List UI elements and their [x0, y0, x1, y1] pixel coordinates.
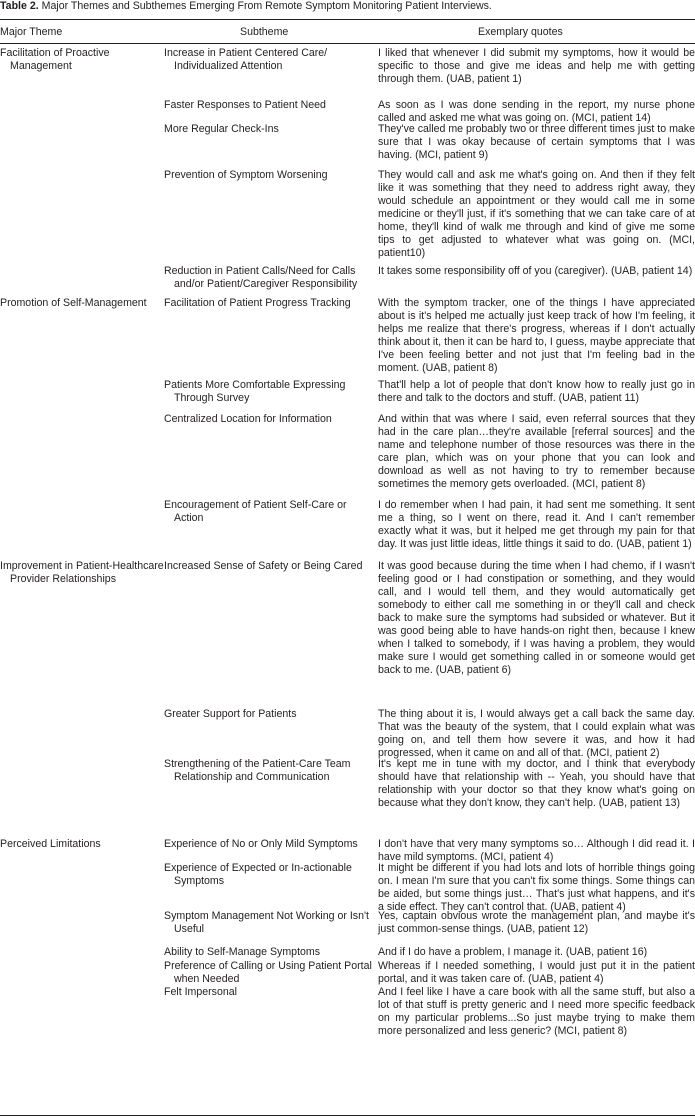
major-theme-cell [0, 499, 164, 551]
major-theme-text: Promotion of Self-Management [0, 297, 147, 309]
quote-cell: It might be different if you had lots and lots of horrible things going on. I mean I'm sure that you can't fix some things. Some things can be aided, but some things just… That's just what happens, and it's a side effect. They can't control that. (UAB, patient 4) [378, 862, 695, 913]
table-caption [0, 0, 695, 13]
quote-cell: I do remember when I had pain, it had sent me something. It sent me a thing, so I went on there, read it. And I can't remember exactly what it was, but it helped me get through my pain for that day. It was just little ideas, little things it said to do. (UAB, patient 1) [378, 499, 695, 550]
quote-cell: It takes some responsibility off of you (caregiver). (UAB, patient 14) [378, 265, 693, 277]
quote-cell: Whereas if I needed something, I would just put it in the patient portal, and it was taken care of. (UAB, patient 4) [378, 960, 695, 985]
table-row [0, 169, 695, 260]
table-row [0, 379, 695, 405]
subtheme-text: Experience of No or Only Mild Symptoms [164, 838, 358, 850]
subtheme-text: Centralized Location for Information [164, 413, 332, 425]
subtheme-text: Felt Impersonal [164, 986, 238, 998]
subtheme-cell [164, 946, 378, 959]
major-theme-text: Improvement in Patient-Healthcare Provider Relationships [0, 560, 164, 585]
quote-cell: They've called me probably two or three different times just to make sure that I was okay because of certain symptoms that I was having. (MCI, patient 9) [378, 123, 695, 161]
subtheme-text: Increased Sense of Safety or Being Cared [164, 560, 363, 572]
subtheme-cell [164, 265, 378, 291]
subtheme-text: Facilitation of Patient Progress Tracking [164, 297, 351, 309]
major-theme-cell [0, 946, 164, 959]
major-theme-cell [0, 560, 164, 677]
subtheme-text: Preference of Calling or Using Patient Portal when Needed [164, 960, 372, 985]
subtheme-cell [164, 123, 378, 162]
major-theme-cell [0, 838, 164, 864]
subtheme-cell [164, 169, 378, 260]
subtheme-text: Greater Support for Patients [164, 708, 297, 720]
table-row [0, 862, 695, 914]
major-theme-cell [0, 169, 164, 260]
quote-cell: Yes, captain obvious wrote the management plan, and maybe it's just common-sense things. (UAB, patient 12) [378, 910, 695, 935]
subtheme-cell [164, 560, 378, 677]
subtheme-cell [164, 708, 378, 760]
table-row [0, 838, 695, 864]
top-rule [0, 19, 695, 20]
major-theme-cell [0, 47, 164, 86]
table-row [0, 123, 695, 162]
header-major-theme: Major Theme [0, 26, 63, 38]
major-theme-cell [0, 960, 164, 986]
subtheme-text: Faster Responses to Patient Need [164, 99, 326, 111]
table-row [0, 946, 695, 959]
quote-cell: The thing about it is, I would always get a call back the same day. That was the beauty of the system, that I could explain what was going on, and tell them how severe it was, and how it had progressed, when it came on and all of that. (MCI, patient 2) [378, 708, 695, 759]
table-row [0, 499, 695, 551]
subtheme-text: Prevention of Symptom Worsening [164, 169, 328, 181]
subtheme-text: Strengthening of the Patient-Care Team Relationship and Communication [164, 758, 351, 783]
table-row [0, 265, 695, 291]
major-theme-cell [0, 758, 164, 810]
table-row [0, 413, 695, 491]
table-row [0, 297, 695, 375]
subtheme-cell [164, 838, 378, 864]
major-theme-cell [0, 123, 164, 162]
table-row [0, 708, 695, 760]
quote-cell: With the symptom tracker, one of the things I have appreciated about is it's helped me actually just keep track of how I'm feeling, it helps me realize that there's progress, whereas if I don't actually think about it, then it can be hard to, I guess, maybe appreciate that I've been feeling better and not just that I'm feeling bad in the moment. (UAB, patient 8) [378, 297, 695, 374]
quote-cell: As soon as I was done sending in the report, my nurse phone called and asked me what was going on. (MCI, patient 14) [378, 99, 695, 124]
subtheme-text: Symptom Management Not Working or Isn't Useful [164, 910, 369, 935]
major-theme-text: Perceived Limitations [0, 838, 101, 850]
quote-cell: And I feel like I have a care book with all the same stuff, but also a lot of that stuff is pretty generic and I need more specific feedback on my particular problems...So just maybe trying to make them more personalized and less generic? (MCI, patient 8) [378, 986, 695, 1037]
subtheme-text: Ability to Self-Manage Symptoms [164, 946, 321, 958]
subtheme-cell [164, 413, 378, 491]
subtheme-text: Increase in Patient Centered Care/ Individualized Attention [164, 47, 328, 72]
major-theme-cell [0, 910, 164, 936]
header-rule [0, 43, 695, 44]
table-row [0, 910, 695, 936]
quote-cell: They would call and ask me what's going on. And then if they felt like it was something that they need to address right away, they would schedule an appointment or they would call me in some medicine or they'll just, if it's something that we can take care of at home, they'll kind of walk me through and kind of give me some tips to get adjusted to whatever what was going on. (MCI, patient10) [378, 169, 695, 259]
subtheme-cell [164, 862, 378, 914]
subtheme-text: More Regular Check-Ins [164, 123, 279, 135]
header-exemplary-quotes: Exemplary quotes [478, 26, 563, 38]
major-theme-cell [0, 99, 164, 125]
major-theme-cell [0, 265, 164, 291]
subtheme-cell [164, 910, 378, 936]
quote-cell: I don't have that very many symptoms so… Although I did read it. I have mild symptoms. (MCI, patient 4) [378, 838, 695, 863]
quote-cell: And if I do have a problem, I manage it. (UAB, patient 16) [378, 946, 648, 958]
subtheme-cell [164, 297, 378, 375]
subtheme-cell [164, 47, 378, 86]
bottom-rule [0, 1115, 695, 1116]
header-subtheme: Subtheme [240, 26, 289, 38]
table-row [0, 560, 695, 677]
subtheme-cell [164, 99, 378, 125]
subtheme-cell [164, 986, 378, 1038]
subtheme-text: Encouragement of Patient Self-Care or Action [164, 499, 347, 524]
subtheme-text: Experience of Expected or In-actionable Symptoms [164, 862, 352, 887]
major-theme-cell [0, 379, 164, 405]
quote-cell: It's kept me in tune with my doctor, and I think that everybody should have that relationship with -- Yeah, you should have that relationship with your doctor so that they know what's going on because what they don't know, they can't help. (UAB, patient 13) [378, 758, 695, 809]
table-label: Table 2. [0, 0, 39, 12]
table-row [0, 47, 695, 86]
quote-cell: It was good because during the time when I had chemo, if I wasn't feeling good or I had constipation or something, and they would call, and I would tell them, and they would automatically get somebody to either call me something in or they'll call and check back to make sure the symptoms had subsided or whatever. But it was good being able to have hands-on right then, because I knew when I talked to somebody, if I was having a problem, they would make sure I would get something called in or someone would get back to me. (UAB, patient 6) [378, 560, 695, 676]
major-theme-cell [0, 708, 164, 760]
subtheme-cell [164, 960, 378, 986]
quote-cell: And within that was where I said, even referral sources that they had in the care plan…they're available [referral sources] and the name and telephone number of those resources was there in the care plan, which was on your phone that you can look and download as well as not having to try to remember because sometimes the memory gets overloaded. (MCI, patient 8) [378, 413, 695, 490]
major-theme-cell [0, 862, 164, 914]
table-row [0, 758, 695, 810]
table-row [0, 99, 695, 125]
subtheme-cell [164, 379, 378, 405]
subtheme-cell [164, 499, 378, 551]
table-title: Major Themes and Subthemes Emerging From Remote Symptom Monitoring Patient Interviews. [41, 0, 492, 12]
subtheme-text: Reduction in Patient Calls/Need for Calls and/or Patient/Caregiver Responsibility [164, 265, 358, 290]
table-row [0, 986, 695, 1038]
quote-cell: That'll help a lot of people that don't know how to really just go in there and talk to the doctors and stuff. (UAB, patient 11) [378, 379, 695, 404]
major-theme-cell [0, 986, 164, 1038]
table-row [0, 960, 695, 986]
major-theme-cell [0, 413, 164, 491]
major-theme-text: Facilitation of Proactive Management [0, 47, 110, 72]
quote-cell: I liked that whenever I did submit my symptoms, how it would be specific to those and give me ideas and help me with getting through them. (UAB, patient 1) [378, 47, 695, 85]
subtheme-cell [164, 758, 378, 810]
subtheme-text: Patients More Comfortable Expressing Through Survey [164, 379, 346, 404]
major-theme-cell [0, 297, 164, 375]
